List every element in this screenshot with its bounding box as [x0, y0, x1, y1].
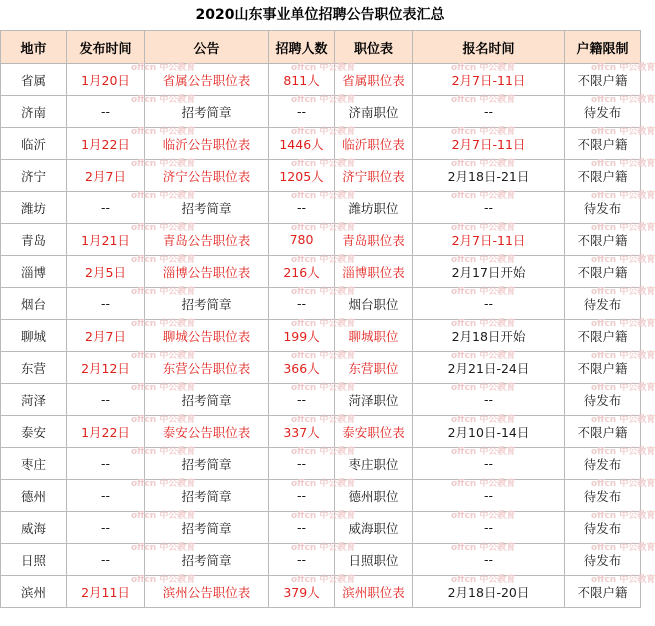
cell-announcement-link[interactable]: 东营公告职位表 — [145, 352, 269, 384]
watermark-logo: offcn 中公教育 — [131, 63, 196, 73]
cell-announcement-link[interactable]: 济宁公告职位表 — [145, 160, 269, 192]
cell-household-restriction: 待发布 — [565, 192, 641, 224]
cell-household-restriction: 待发布 — [565, 96, 641, 128]
cell-city: 青岛 offcn 中公教育 offcn 中公教育 offcn 中公教育 offcn 中公教育 — [1, 224, 67, 256]
cell-household-restriction: 不限户籍 — [565, 224, 641, 256]
cell-publish-date: 2月5日 — [67, 256, 145, 288]
cell-headcount: 216人 — [269, 256, 335, 288]
watermark-logo: offcn 中公教育 — [591, 575, 655, 585]
cell-announcement-link[interactable]: 青岛公告职位表 — [145, 224, 269, 256]
cell-city: 临沂 offcn 中公教育 offcn 中公教育 offcn 中公教育 offcn 中公教育 — [1, 128, 67, 160]
cell-registration-time: 2月18日-20日 — [413, 576, 565, 608]
cell-registration-time: -- — [413, 512, 565, 544]
cell-household-restriction: 待发布 — [565, 480, 641, 512]
cell-publish-date: 2月7日 — [67, 320, 145, 352]
watermark-logo: offcn 中公教育 — [451, 127, 516, 137]
cell-position-link[interactable]: 东营职位 — [335, 352, 413, 384]
cell-announcement-link[interactable]: 招考简章 — [145, 192, 269, 224]
watermark-logo: offcn 中公教育 — [451, 159, 516, 169]
watermark-logo: offcn 中公教育 — [451, 319, 516, 329]
watermark-logo: offcn 中公教育 — [591, 159, 655, 169]
cell-announcement-link[interactable]: 淄博公告职位表 — [145, 256, 269, 288]
cell-registration-time: 2月21日-24日 — [413, 352, 565, 384]
cell-announcement-link[interactable]: 招考简章 — [145, 288, 269, 320]
cell-announcement-link[interactable]: 招考简章 — [145, 448, 269, 480]
cell-city: 泰安 offcn 中公教育 offcn 中公教育 offcn 中公教育 offcn 中公教育 — [1, 416, 67, 448]
watermark-logo: offcn 中公教育 — [451, 191, 516, 201]
cell-headcount: 1446人 — [269, 128, 335, 160]
header-position-list: 职位表 — [335, 31, 413, 64]
watermark-logo: offcn 中公教育 — [591, 511, 655, 521]
recruitment-table — [0, 30, 655, 608]
cell-publish-date: -- — [67, 512, 145, 544]
cell-household-restriction: 不限户籍 — [565, 256, 641, 288]
cell-household-restriction: 待发布 — [565, 512, 641, 544]
header-announcement: 公告 — [145, 31, 269, 64]
table-row — [1, 128, 641, 160]
watermark-logo: offcn 中公教育 — [131, 159, 196, 169]
cell-registration-time: 2月7日-11日 — [413, 64, 565, 96]
cell-announcement-link[interactable]: 招考简章 — [145, 384, 269, 416]
cell-publish-date: 2月7日 — [67, 160, 145, 192]
cell-publish-date: 2月11日 — [67, 576, 145, 608]
cell-headcount: -- — [269, 480, 335, 512]
watermark-logo: offcn 中公教育 — [451, 543, 516, 553]
cell-headcount: -- — [269, 96, 335, 128]
cell-publish-date: 1月20日 — [67, 64, 145, 96]
watermark-logo: offcn 中公教育 — [131, 575, 196, 585]
watermark-logo: offcn 中公教育 — [591, 191, 655, 201]
cell-headcount: 811人 — [269, 64, 335, 96]
cell-publish-date: 1月22日 — [67, 128, 145, 160]
cell-position-link[interactable]: 威海职位 — [335, 512, 413, 544]
cell-headcount: 366人 — [269, 352, 335, 384]
watermark-logo: offcn 中公教育 — [291, 127, 356, 137]
cell-city: 淄博 offcn 中公教育 offcn 中公教育 offcn 中公教育 offcn 中公教育 — [1, 256, 67, 288]
cell-headcount: -- — [269, 512, 335, 544]
cell-headcount: -- — [269, 192, 335, 224]
cell-registration-time: -- — [413, 544, 565, 576]
cell-position-link[interactable]: 淄博职位表 — [335, 256, 413, 288]
cell-registration-time: 2月10日-14日 — [413, 416, 565, 448]
table-row — [1, 416, 641, 448]
cell-city: 枣庄 offcn 中公教育 offcn 中公教育 offcn 中公教育 offcn 中公教育 — [1, 448, 67, 480]
cell-registration-time: -- — [413, 480, 565, 512]
cell-position-link[interactable]: 泰安职位表 — [335, 416, 413, 448]
cell-headcount: 379人 — [269, 576, 335, 608]
watermark-logo: offcn 中公教育 — [591, 383, 655, 393]
cell-city: 聊城 offcn 中公教育 offcn 中公教育 offcn 中公教育 offcn 中公教育 — [1, 320, 67, 352]
cell-registration-time: -- — [413, 288, 565, 320]
watermark-logo: offcn 中公教育 — [291, 543, 356, 553]
header-publish-date: 发布时间 — [67, 31, 145, 64]
cell-registration-time: -- — [413, 192, 565, 224]
cell-position-link[interactable]: 潍坊职位 — [335, 192, 413, 224]
cell-publish-date: -- — [67, 544, 145, 576]
cell-announcement-link[interactable]: 泰安公告职位表 — [145, 416, 269, 448]
table-row — [1, 192, 641, 224]
watermark-logo: offcn 中公教育 — [591, 319, 655, 329]
cell-household-restriction: 不限户籍 — [565, 160, 641, 192]
table-row — [1, 576, 641, 608]
watermark-logo: offcn 中公教育 — [291, 447, 356, 457]
watermark-logo: offcn 中公教育 — [291, 287, 356, 297]
cell-position-link[interactable]: 聊城职位 — [335, 320, 413, 352]
watermark-logo: offcn 中公教育 — [291, 575, 356, 585]
watermark-logo: offcn 中公教育 — [131, 511, 196, 521]
cell-household-restriction: 待发布 — [565, 384, 641, 416]
watermark-logo: offcn 中公教育 — [131, 415, 196, 425]
watermark-logo: offcn 中公教育 — [291, 191, 356, 201]
cell-city: 烟台 offcn 中公教育 offcn 中公教育 offcn 中公教育 offcn 中公教育 — [1, 288, 67, 320]
table-row — [1, 256, 641, 288]
watermark-logo: offcn 中公教育 — [591, 351, 655, 361]
cell-publish-date: 1月22日 — [67, 416, 145, 448]
cell-position-link[interactable]: 省属职位表 — [335, 64, 413, 96]
table-row — [1, 448, 641, 480]
watermark-logo: offcn 中公教育 — [291, 415, 356, 425]
watermark-logo: offcn 中公教育 — [131, 191, 196, 201]
cell-position-link[interactable]: 日照职位 — [335, 544, 413, 576]
cell-city: 滨州 offcn 中公教育 offcn 中公教育 offcn 中公教育 offcn 中公教育 — [1, 576, 67, 608]
cell-headcount: 199人 — [269, 320, 335, 352]
watermark-logo: offcn 中公教育 — [451, 383, 516, 393]
watermark-logo: offcn 中公教育 — [451, 511, 516, 521]
cell-household-restriction: 待发布 — [565, 288, 641, 320]
cell-registration-time: -- — [413, 448, 565, 480]
cell-publish-date: -- — [67, 96, 145, 128]
watermark-logo: offcn 中公教育 — [131, 447, 196, 457]
page-title: 2020山东事业单位招聘公告职位表汇总 — [195, 7, 445, 23]
watermark-logo: offcn 中公教育 — [591, 479, 655, 489]
cell-household-restriction: 待发布 — [565, 448, 641, 480]
header-headcount: 招聘人数 — [269, 31, 335, 64]
cell-registration-time: 2月18日-21日 — [413, 160, 565, 192]
cell-headcount: -- — [269, 288, 335, 320]
header-registration-time: 报名时间 — [413, 31, 565, 64]
watermark-logo: offcn 中公教育 — [131, 287, 196, 297]
watermark-logo: offcn 中公教育 — [291, 511, 356, 521]
table-row — [1, 288, 641, 320]
watermark-logo: offcn 中公教育 — [291, 319, 356, 329]
table-row — [1, 160, 641, 192]
watermark-logo: offcn 中公教育 — [291, 223, 356, 233]
watermark-logo: offcn 中公教育 — [451, 223, 516, 233]
cell-city: 日照 offcn 中公教育 offcn 中公教育 offcn 中公教育 offcn 中公教育 — [1, 544, 67, 576]
watermark-logo: offcn 中公教育 — [591, 95, 655, 105]
cell-headcount: 337人 — [269, 416, 335, 448]
cell-publish-date: -- — [67, 192, 145, 224]
cell-headcount: -- — [269, 544, 335, 576]
cell-position-link[interactable]: 青岛职位表 — [335, 224, 413, 256]
watermark-logo: offcn 中公教育 — [131, 543, 196, 553]
cell-publish-date: 2月12日 — [67, 352, 145, 384]
table-header-row — [1, 31, 641, 64]
header-city: 地市 — [1, 31, 67, 64]
watermark-logo: offcn 中公教育 — [131, 383, 196, 393]
watermark-logo: offcn 中公教育 — [131, 223, 196, 233]
cell-position-link[interactable]: 临沂职位表 — [335, 128, 413, 160]
table-row — [1, 352, 641, 384]
watermark-logo: offcn 中公教育 — [591, 447, 655, 457]
table-body — [1, 63, 655, 608]
cell-household-restriction: 待发布 — [565, 544, 641, 576]
cell-city: 济宁 offcn 中公教育 offcn 中公教育 offcn 中公教育 offcn 中公教育 — [1, 160, 67, 192]
cell-household-restriction: 不限户籍 — [565, 128, 641, 160]
cell-headcount: 1205人 — [269, 160, 335, 192]
cell-city: 省属 offcn 中公教育 offcn 中公教育 offcn 中公教育 offcn 中公教育 — [1, 64, 67, 96]
cell-position-link[interactable]: 菏泽职位 — [335, 384, 413, 416]
cell-registration-time: 2月17日开始 — [413, 256, 565, 288]
cell-position-link[interactable]: 德州职位 — [335, 480, 413, 512]
watermark-logo: offcn 中公教育 — [591, 543, 655, 553]
cell-publish-date: 1月21日 — [67, 224, 145, 256]
watermark-logo: offcn 中公教育 — [451, 479, 516, 489]
watermark-logo: offcn 中公教育 — [591, 287, 655, 297]
cell-registration-time: -- — [413, 96, 565, 128]
watermark-logo: offcn 中公教育 — [291, 351, 356, 361]
watermark-logo: offcn 中公教育 — [451, 415, 516, 425]
cell-city: 菏泽 offcn 中公教育 offcn 中公教育 offcn 中公教育 offcn 中公教育 — [1, 384, 67, 416]
cell-city: 威海 offcn 中公教育 offcn 中公教育 offcn 中公教育 offcn 中公教育 — [1, 512, 67, 544]
cell-household-restriction: 不限户籍 — [565, 64, 641, 96]
cell-city: 德州 offcn 中公教育 offcn 中公教育 offcn 中公教育 offcn 中公教育 — [1, 480, 67, 512]
cell-publish-date: -- — [67, 288, 145, 320]
cell-household-restriction: 不限户籍 — [565, 576, 641, 608]
watermark-logo: offcn 中公教育 — [451, 447, 516, 457]
header-household-restriction: 户籍限制 — [565, 31, 641, 64]
watermark-logo: offcn 中公教育 — [451, 351, 516, 361]
watermark-logo: offcn 中公教育 — [451, 575, 516, 585]
cell-publish-date: -- — [67, 480, 145, 512]
cell-household-restriction: 不限户籍 — [565, 352, 641, 384]
watermark-logo: offcn 中公教育 — [451, 63, 516, 73]
cell-headcount: -- — [269, 384, 335, 416]
watermark-logo: offcn 中公教育 — [291, 383, 356, 393]
watermark-logo: offcn 中公教育 — [291, 63, 356, 73]
cell-announcement-link[interactable]: 招考简章 — [145, 480, 269, 512]
table-row — [1, 544, 641, 576]
table-row — [1, 480, 641, 512]
watermark-logo: offcn 中公教育 — [291, 479, 356, 489]
cell-announcement-link[interactable]: 招考简章 — [145, 96, 269, 128]
watermark-logo: offcn 中公教育 — [131, 95, 196, 105]
watermark-logo: offcn 中公教育 — [131, 351, 196, 361]
cell-city: 东营 offcn 中公教育 offcn 中公教育 offcn 中公教育 offcn 中公教育 — [1, 352, 67, 384]
cell-registration-time: 2月18日开始 — [413, 320, 565, 352]
watermark-logo: offcn 中公教育 — [291, 255, 356, 265]
table-row — [1, 96, 641, 128]
watermark-logo: offcn 中公教育 — [451, 287, 516, 297]
watermark-logo: offcn 中公教育 — [131, 255, 196, 265]
watermark-logo: offcn 中公教育 — [131, 127, 196, 137]
cell-position-link[interactable]: 滨州职位表 — [335, 576, 413, 608]
cell-registration-time: -- — [413, 384, 565, 416]
watermark-logo: offcn 中公教育 — [451, 95, 516, 105]
table-row — [1, 384, 641, 416]
table-row — [1, 224, 641, 256]
cell-registration-time: 2月7日-11日 — [413, 224, 565, 256]
table-row — [1, 64, 641, 96]
watermark-logo: offcn 中公教育 — [591, 63, 655, 73]
cell-position-link[interactable]: 枣庄职位 — [335, 448, 413, 480]
cell-announcement-link[interactable]: 招考简章 — [145, 512, 269, 544]
cell-city: 潍坊 offcn 中公教育 offcn 中公教育 offcn 中公教育 offcn 中公教育 — [1, 192, 67, 224]
table-row — [1, 320, 641, 352]
watermark-logo: offcn 中公教育 — [591, 223, 655, 233]
table-row — [1, 512, 641, 544]
watermark-logo: offcn 中公教育 — [291, 95, 356, 105]
watermark-logo: offcn 中公教育 — [131, 479, 196, 489]
cell-announcement-link[interactable]: 省属公告职位表 — [145, 64, 269, 96]
watermark-logo: offcn 中公教育 — [131, 319, 196, 329]
cell-headcount: 780 — [269, 224, 335, 256]
cell-announcement-link[interactable]: 滨州公告职位表 — [145, 576, 269, 608]
watermark-logo: offcn 中公教育 — [591, 415, 655, 425]
cell-announcement-link[interactable]: 临沂公告职位表 — [145, 128, 269, 160]
watermark-logo: offcn 中公教育 — [591, 255, 655, 265]
cell-city: 济南 offcn 中公教育 offcn 中公教育 offcn 中公教育 offcn 中公教育 — [1, 96, 67, 128]
watermark-logo: offcn 中公教育 — [591, 127, 655, 137]
cell-publish-date: -- — [67, 448, 145, 480]
cell-headcount: -- — [269, 448, 335, 480]
cell-position-link[interactable]: 烟台职位 — [335, 288, 413, 320]
cell-household-restriction: 不限户籍 — [565, 416, 641, 448]
watermark-logo: offcn 中公教育 — [451, 255, 516, 265]
cell-position-link[interactable]: 济宁职位表 — [335, 160, 413, 192]
cell-announcement-link[interactable]: 聊城公告职位表 — [145, 320, 269, 352]
cell-household-restriction: 不限户籍 — [565, 320, 641, 352]
cell-position-link[interactable]: 济南职位 — [335, 96, 413, 128]
watermark-logo: offcn 中公教育 — [291, 159, 356, 169]
cell-registration-time: 2月7日-11日 — [413, 128, 565, 160]
cell-announcement-link[interactable]: 招考简章 — [145, 544, 269, 576]
cell-publish-date: -- — [67, 384, 145, 416]
